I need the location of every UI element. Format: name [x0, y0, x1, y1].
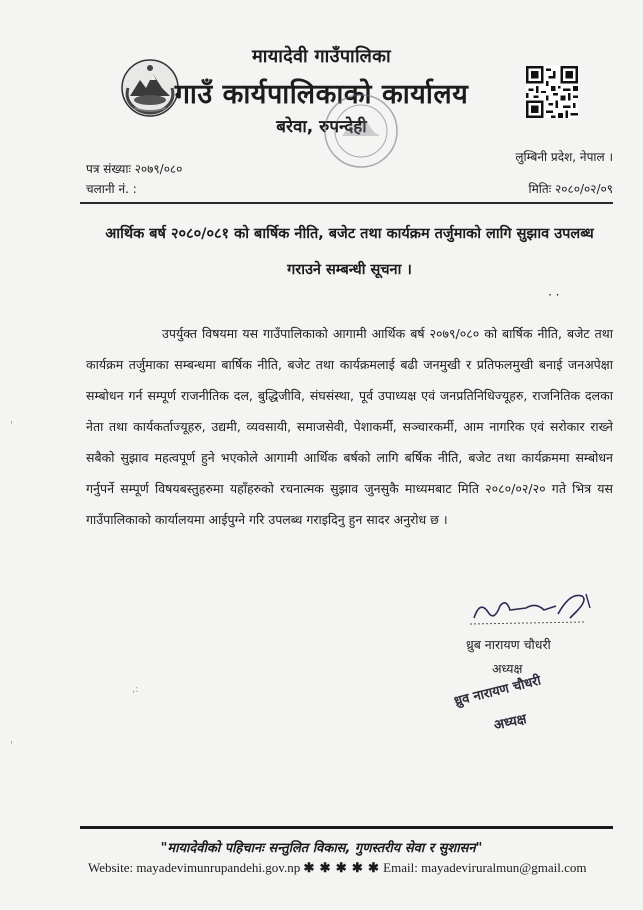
municipality-name: मायादेवी गाउँपालिका — [252, 46, 391, 67]
reference-number: पत्र संख्याः २०७९/०८० — [86, 162, 183, 176]
margin-mark: ,: — [132, 684, 139, 695]
signatory-name: ध्रुब नारायण चौधरी — [466, 637, 551, 652]
seal-stamp-title: अध्यक्ष — [492, 711, 528, 734]
website-link[interactable]: Website: mayadevimunrupandehi.gov.np — [88, 860, 301, 875]
subject-heading: आर्थिक बर्ष २०८०/०८१ को बार्षिक नीति, बजेट तथा कार्यक्रम तर्जुमाको लागि सुझाव उपलब्ध गराउने सम्बन्धी सूचना । — [105, 226, 594, 278]
province-label: लुम्बिनी प्रदेश, नेपाल । — [515, 150, 613, 164]
margin-mark: ' — [10, 740, 13, 751]
decorative-dots: · · — [548, 288, 560, 302]
office-name: गाउँ कार्यपालिकाको कार्यालय — [174, 79, 469, 110]
letter-date: मितिः २०८०/०२/०९ — [528, 182, 613, 196]
handwritten-signature-icon — [466, 588, 596, 632]
dispatch-number: चलानी नं. : — [86, 182, 137, 196]
seal-stamp-name: ध्रुव नारायण चौधरी — [452, 673, 543, 710]
signatory-title: अध्यक्ष — [492, 661, 523, 676]
separator-stars: ✱ ✱ ✱ ✱ ✱ — [303, 860, 380, 875]
office-address: बरेवा, रुपन्देही — [276, 117, 367, 137]
margin-mark: ' — [10, 420, 13, 431]
footer-motto: "मायादेवीको पहिचानः सन्तुलित विकास, गुणस्तरीय सेवा र सुशासन" — [160, 841, 483, 856]
letter-body: उपर्युक्त विषयमा यस गाउँपालिकाको आगामी आर्थिक बर्ष २०७९/०८० को बार्षिक नीति, बजेट तथा कार्यक्रम तर्जुमाका सम्बन्धमा बार्षिक नीति, बजेट तथा कार्यक्रमलाई बढी जनमुखी र प्रतिफलमुखी बनाई जनअपेक्षा सम्बोधन गर्न सम्पूर्ण राजनीतिक दल, बुद्धिजीवि, संघसंस्था, पूर्व उपाध्यक्ष एवं जनप्रतिनिधिज्यूहरु, राजनितिक दलका नेता तथा कार्यकर्ताज्यूहरु, उद्यमी, व्यवसायी, समाजसेवी, पेशाकर्मी, सञ्चारकर्मी, आम नागरिक एवं सरोकार राख्ने सबैको सुझाव महत्वपूर्ण हुने भएकोले आगामी आर्थिक बर्षको लागि बर्षिक नीति, बजेट तथा कार्यक्रममा सम्बोधन गर्नुपर्ने सम्पूर्ण विषयबस्तुहरुमा यहाँहरुको रचनात्मक सुझाव जुनसुकै माध्यमबाट मिति २०८०/०२/२० गते भित्र यस गाउँपालिकाको कार्यालयमा आईपुग्ने गरि उपलब्ध गराइदिनु हुन सादर अनुरोध छ । — [86, 326, 613, 527]
footer-divider — [80, 826, 613, 829]
header-divider — [80, 202, 613, 204]
office-round-stamp-icon — [322, 92, 400, 170]
email-link[interactable]: Email: mayadeviruralmun@gmail.com — [383, 860, 587, 875]
footer-contact — [88, 860, 586, 876]
